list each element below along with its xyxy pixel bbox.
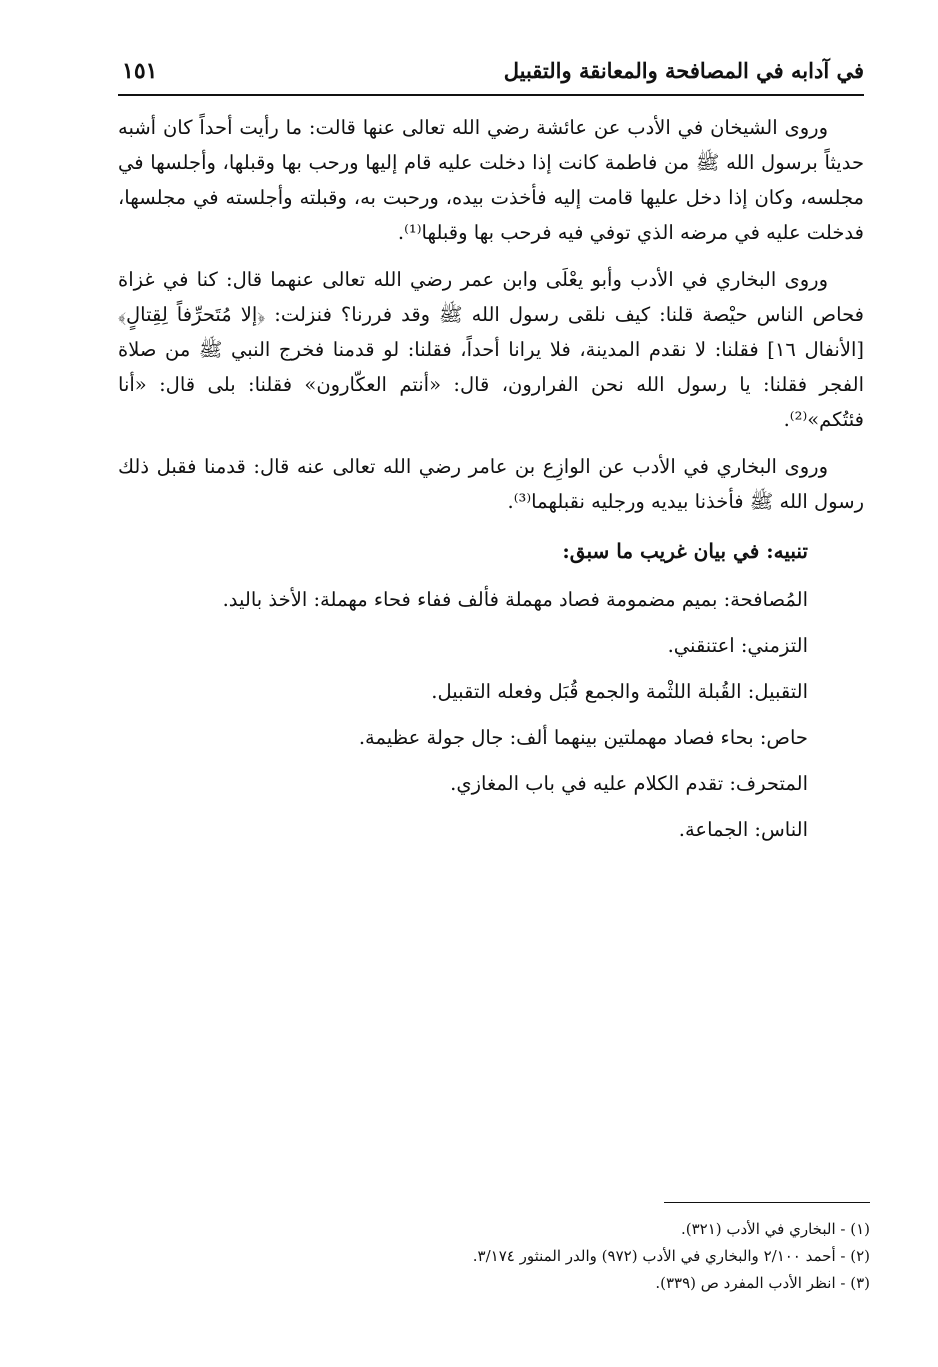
page-number: ١٥١ bbox=[122, 58, 158, 84]
paragraph-wazi: وروى البخاري في الأدب عن الوازِع بن عامر رضي الله تعالى عنه قال: قدمنا فقبل ذلك رسول الله ﷺ فأخذنا بيديه ورجليه نقبلهما⁽³⁾. bbox=[118, 455, 864, 513]
footnote-2: (٢) - أحمد ٢/١٠٠ والبخاري في الأدب (٩٧٢) والدر المنثور ٣/١٧٤. bbox=[472, 1247, 870, 1265]
footnotes bbox=[110, 1216, 870, 1297]
running-title: في آدابه في المصافحة والمعانقة والتقبيل bbox=[503, 58, 864, 83]
gloss-item: التزمني: اعتنقني. bbox=[667, 634, 808, 657]
footnote-divider bbox=[664, 1202, 870, 1203]
paragraph-ibn-umar: وروى البخاري في الأدب وأبو يعْلَى وابن عمر رضي الله تعالى عنهما قال: كنا في غزاة فحاص الناس حيْصة قلنا: كيف نلقى رسول الله ﷺ وقد فررنا؟ فنزلت: ﴿إلا مُتَحرِّفاً لِقِتالٍ﴾ [الأنفال ١٦] فقلنا: لا نقدم المدينة، فلا يرانا أحداً، فقلنا: لو قدمنا فخرج النبي ﷺ من صلاة الفجر فقلنا: يا رسول الله نحن الفرارون، قال: «أنتم العكّارون» فقلنا: بلى قال: «أنا فئتُكم»⁽²⁾. bbox=[118, 268, 864, 431]
gloss-list bbox=[118, 577, 864, 853]
footnote-1: (١) - البخاري في الأدب (٣٢١). bbox=[680, 1220, 870, 1238]
notes-heading: تنبيه: في بيان غريب ما سبق: bbox=[562, 539, 808, 563]
footnote-3: (٣) - انظر الأدب المفرد ص (٣٣٩). bbox=[655, 1274, 870, 1292]
gloss-item: حاص: بحاء فصاد مهملتين بينهما ألف: جال جولة عظيمة. bbox=[358, 726, 808, 749]
gloss-item: الناس: الجماعة. bbox=[678, 818, 808, 841]
gloss-item: التقبيل: القُبلة اللثْمة والجمع قُبَل وفعله التقبيل. bbox=[431, 680, 808, 703]
main-text bbox=[118, 110, 864, 853]
gloss-item: المتحرف: تقدم الكلام عليه في باب المغازي. bbox=[450, 772, 808, 795]
gloss-item: المُصافحة: بميم مضمومة فصاد مهملة فألف ففاء فحاء مهملة: الأخذ باليد. bbox=[222, 588, 808, 611]
paragraph-aisha: وروى الشيخان في الأدب عن عائشة رضي الله تعالى عنها قالت: ما رأيت أحداً كان أشبه حديثاً برسول الله ﷺ من فاطمة كانت إذا دخلت عليه قام إليها ورحب بها وقبلها، وأجلسها في مجلسه، وكان إذا دخل عليها قامت إليه فأخذت بيده، ورحبت به، وقبلته وأجلسته في مجلسها، فدخلت عليه في مرضه الذي توفي فيه فرحب بها وقبلها⁽¹⁾. bbox=[118, 116, 864, 244]
page-header bbox=[118, 50, 864, 96]
